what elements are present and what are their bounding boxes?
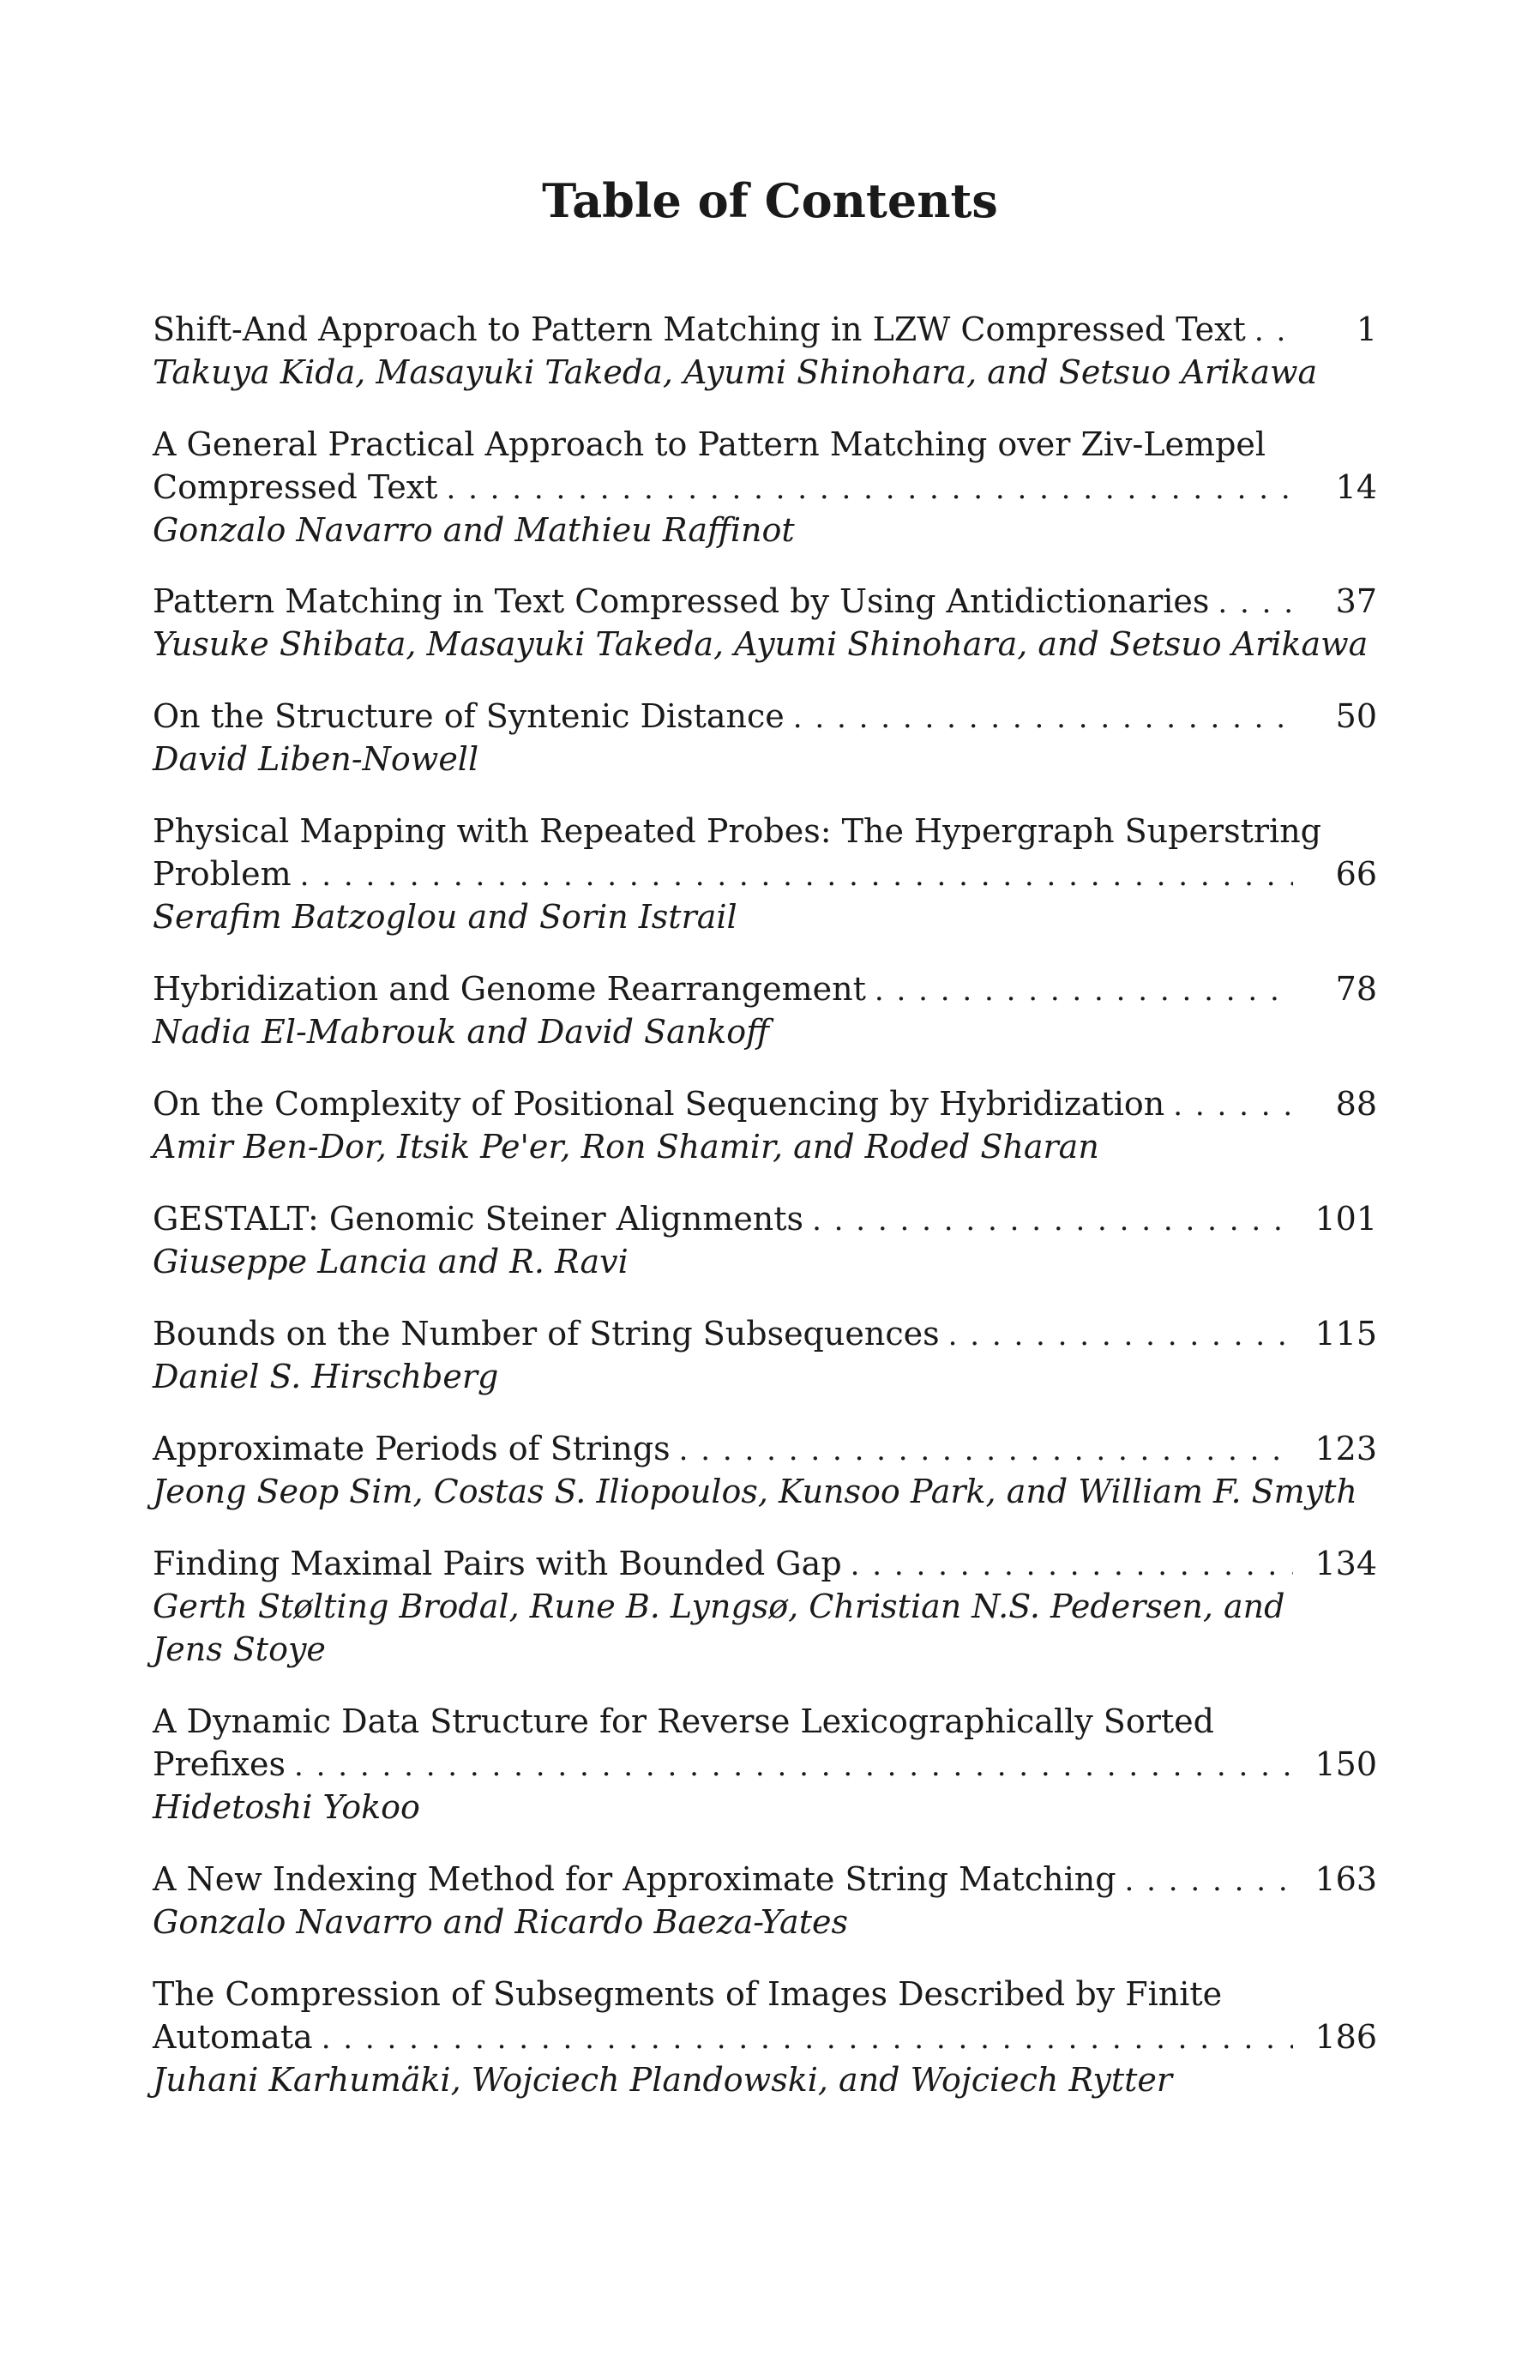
entry-title-line (153, 1858, 1377, 1901)
dot-leader (322, 2017, 1293, 2060)
toc-entry[interactable] (153, 423, 1377, 551)
entry-authors: Giuseppe Lancia and R. Ravi (153, 1243, 629, 1280)
entry-authors: Daniel S. Hirschberg (153, 1358, 499, 1395)
dot-leader (1173, 1084, 1293, 1127)
entry-title-line (153, 1743, 1377, 1786)
entry-title-line (153, 695, 1377, 738)
dot-leader (851, 1544, 1293, 1587)
toc-entry[interactable] (153, 1858, 1377, 1943)
dot-leader (300, 854, 1293, 897)
page-number: 88 (1335, 1085, 1377, 1123)
entry-title-line (153, 810, 1377, 853)
page-number: 101 (1314, 1200, 1377, 1238)
entry-title: On the Complexity of Positional Sequencing by Hybridization (153, 1085, 1165, 1123)
dot-leader (812, 1199, 1293, 1242)
page-number: 150 (1314, 1745, 1377, 1783)
entry-title-line (153, 308, 1377, 351)
dot-leader (948, 1314, 1293, 1357)
entry-title: Finding Maximal Pairs with Bounded Gap (153, 1545, 842, 1582)
entry-authors: Nadia El-Mabrouk and David Sankoff (153, 1013, 770, 1051)
toc-entry[interactable] (153, 1542, 1377, 1671)
entry-title-line (153, 967, 1377, 1010)
entry-title: The Compression of Subsegments of Images Described by Finite (153, 1975, 1223, 2013)
entry-authors: Gonzalo Navarro and Mathieu Raffinot (153, 511, 795, 549)
dot-leader (446, 467, 1293, 510)
entry-title-continued: Compressed Text (153, 468, 438, 506)
dot-leader (679, 1429, 1293, 1472)
entry-title-line (153, 1082, 1377, 1125)
page-number: 50 (1335, 697, 1377, 735)
toc-entry[interactable] (153, 967, 1377, 1053)
entry-title: A New Indexing Method for Approximate String Matching (153, 1860, 1116, 1898)
dot-leader (294, 1744, 1293, 1787)
page-number: 115 (1314, 1315, 1377, 1353)
entry-title: Shift-And Approach to Pattern Matching in LZW Compressed Text (153, 310, 1246, 348)
entry-authors: Jeong Seop Sim, Costas S. Iliopoulos, Kunsoo Park, and William F. Smyth (153, 1473, 1357, 1510)
toc-entry[interactable] (153, 1082, 1377, 1168)
entry-title-line (153, 1197, 1377, 1240)
entry-title-line (153, 853, 1377, 895)
dot-leader (1218, 581, 1293, 624)
page-number: 78 (1335, 970, 1377, 1008)
page-number: 186 (1314, 2018, 1377, 2056)
entry-title-continued: Problem (153, 855, 292, 893)
page-number: 14 (1335, 468, 1377, 506)
entry-title-line (153, 423, 1377, 466)
toc-entry[interactable] (153, 1427, 1377, 1513)
entry-authors: Yusuke Shibata, Masayuki Takeda, Ayumi Shinohara, and Setsuo Arikawa (153, 625, 1369, 663)
toc-entry[interactable] (153, 810, 1377, 938)
dot-leader (875, 969, 1293, 1012)
page-number: 37 (1335, 582, 1377, 620)
dot-leader (1125, 1859, 1293, 1902)
entry-authors: Gerth Stølting Brodal, Rune B. Lyngsø, Christian N.S. Pedersen, and (153, 1588, 1285, 1625)
page-number: 1 (1356, 310, 1377, 348)
entry-authors: Serafim Batzoglou and Sorin Istrail (153, 898, 737, 936)
entry-title: Physical Mapping with Repeated Probes: The Hypergraph Superstring (153, 812, 1321, 850)
entry-authors: Amir Ben-Dor, Itsik Pe'er, Ron Shamir, and Roded Sharan (153, 1128, 1099, 1166)
entry-title-line (153, 2015, 1377, 2058)
toc-entry[interactable] (153, 695, 1377, 780)
entry-title-line (153, 580, 1377, 623)
entry-title-line (153, 1973, 1377, 2015)
page-number: 163 (1314, 1860, 1377, 1898)
toc-entry[interactable] (153, 1700, 1377, 1829)
page-number: 123 (1314, 1430, 1377, 1467)
entry-title-continued: Automata (153, 2018, 313, 2056)
entry-title: GESTALT: Genomic Steiner Alignments (153, 1200, 804, 1238)
entry-authors: David Liben-Nowell (153, 740, 479, 778)
toc-entry[interactable] (153, 1197, 1377, 1283)
page-number: 134 (1314, 1545, 1377, 1582)
page-number: 66 (1335, 855, 1377, 893)
entry-authors-continued: Jens Stoye (153, 1630, 326, 1668)
entry-authors: Gonzalo Navarro and Ricardo Baeza-Yates (153, 1903, 848, 1941)
entry-title: Bounds on the Number of String Subsequences (153, 1315, 940, 1353)
entry-title: On the Structure of Syntenic Distance (153, 697, 785, 735)
entry-authors: Juhani Karhumäki, Wojciech Plandowski, and Wojciech Rytter (153, 2061, 1173, 2099)
entry-authors: Takuya Kida, Masayuki Takeda, Ayumi Shinohara, and Setsuo Arikawa (153, 353, 1318, 391)
toc-entry[interactable] (153, 1312, 1377, 1398)
entry-title: Pattern Matching in Text Compressed by Using Antidictionaries (153, 582, 1210, 620)
entry-title-line (153, 1312, 1377, 1355)
entry-title: Hybridization and Genome Rearrangement (153, 970, 866, 1008)
entry-title: Approximate Periods of Strings (153, 1430, 671, 1467)
entry-title-continued: Prefixes (153, 1745, 286, 1783)
toc-entry[interactable] (153, 308, 1377, 394)
toc-entry[interactable] (153, 580, 1377, 666)
entry-title: A General Practical Approach to Pattern Matching over Ziv-Lempel (153, 425, 1266, 463)
entry-title-line (153, 1427, 1377, 1470)
dot-leader (793, 696, 1293, 739)
entry-title-line (153, 1700, 1377, 1743)
page-title: Table of Contents (542, 173, 998, 228)
toc-entry[interactable] (153, 1973, 1377, 2101)
entry-authors: Hidetoshi Yokoo (153, 1788, 420, 1826)
entry-title-line (153, 1542, 1377, 1585)
entry-title-line (153, 466, 1377, 509)
entry-title: A Dynamic Data Structure for Reverse Lexicographically Sorted (153, 1702, 1214, 1740)
dot-leader (1254, 310, 1293, 352)
